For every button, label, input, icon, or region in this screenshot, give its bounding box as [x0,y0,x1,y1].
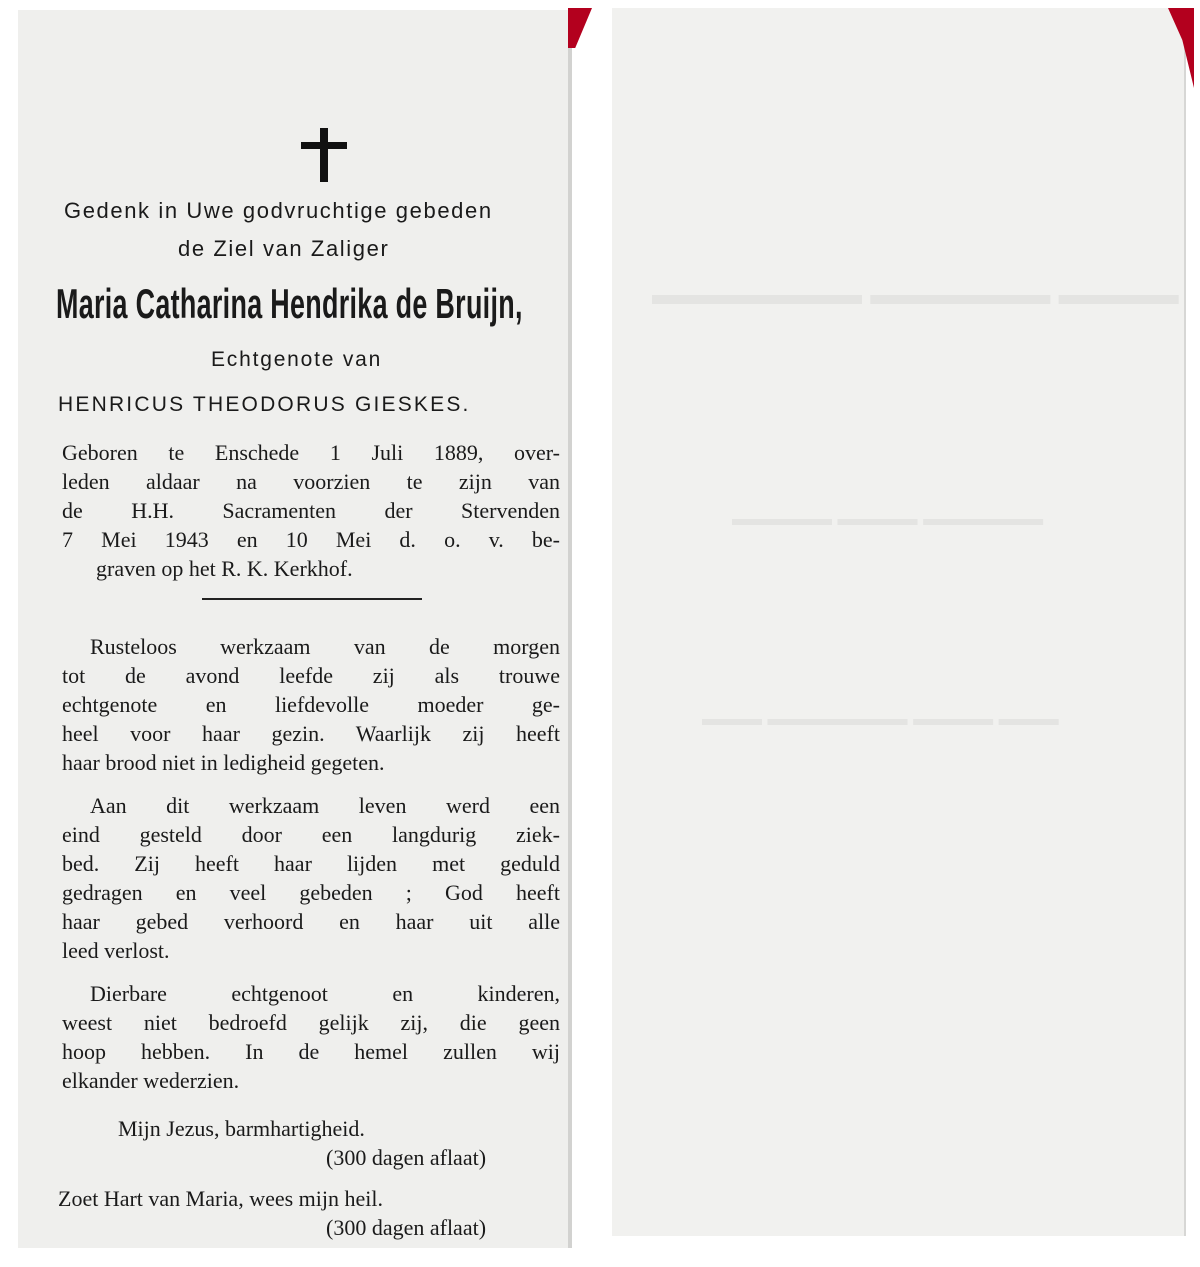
show-through-text: ▬▬▬▬▬ ▬▬▬▬ ▬▬▬▬▬▬ [732,508,1044,530]
show-through-text: ▬▬▬▬ ▬▬▬▬▬▬ ▬▬▬▬▬▬▬ [652,278,1179,311]
bio-line: Geboren te Enschede 1 Juli 1889, over- [62,440,560,465]
cross-icon [301,128,347,182]
paragraph-2-line: leed verlost. [62,938,170,963]
paragraph-2-line: eind gesteld door een langdurig ziek- [62,822,560,847]
card-edge [568,10,572,1248]
divider-rule [202,598,422,600]
paragraph-1-line: heel voor haar gezin. Waarlijk zij heeft [62,721,560,746]
paragraph-3-line: hoop hebben. In de hemel zullen wij [62,1039,560,1064]
bio-line: leden aldaar na voorzien te zijn van [62,469,560,494]
paragraph-3-line: elkander wederzien. [62,1068,240,1093]
memorial-card-back [612,8,1186,1236]
bio-line: 7 Mei 1943 en 10 Mei d. o. v. be- [62,527,560,552]
paragraph-1-line: Rusteloos werkzaam van de morgen [90,634,560,659]
bio-line: de H.H. Sacramenten der Stervenden [62,498,560,523]
paragraph-2-line: gedragen en veel gebeden ; God heeft [62,880,560,905]
prayer-1: Mijn Jezus, barmhartigheid. [118,1116,365,1141]
paragraph-3-line: Dierbare echtgenoot en kinderen, [90,981,560,1006]
paragraph-1-line: haar brood niet in ledigheid gegeten. [62,750,385,775]
paragraph-1-line: echtgenote en liefdevolle moeder ge- [62,692,560,717]
paragraph-2-line: haar gebed verhoord en haar uit alle [62,909,560,934]
red-edge-mark [568,8,592,48]
memorial-card-front [18,10,568,1248]
spouse-intro: Echtgenote van [211,348,383,371]
heading-line-2: de Ziel van Zaliger [178,236,390,261]
heading-line-1: Gedenk in Uwe godvruchtige gebeden [64,198,493,223]
indulgence-1: (300 dagen aflaat) [326,1145,487,1170]
paragraph-1-line: tot de avond leefde zij als trouwe [62,663,560,688]
paragraph-2-line: Aan dit werkzaam leven werd een [90,793,560,818]
bio-line: graven op het R. K. Kerkhof. [96,556,353,581]
show-through-text: ▬▬▬ ▬▬▬▬▬▬▬ ▬▬▬▬ ▬▬▬ [702,708,1059,730]
prayer-2: Zoet Hart van Maria, wees mijn heil. [58,1186,384,1211]
paragraph-2-line: bed. Zij heeft haar lijden met geduld [62,851,560,876]
spouse-name: HENRICUS THEODORUS GIESKES. [58,393,471,416]
deceased-name: Maria Catharina Hendrika de Bruijn, [56,280,523,327]
paragraph-3-line: weest niet bedroefd gelijk zij, die geen [62,1010,560,1035]
indulgence-2: (300 dagen aflaat) [326,1215,487,1240]
